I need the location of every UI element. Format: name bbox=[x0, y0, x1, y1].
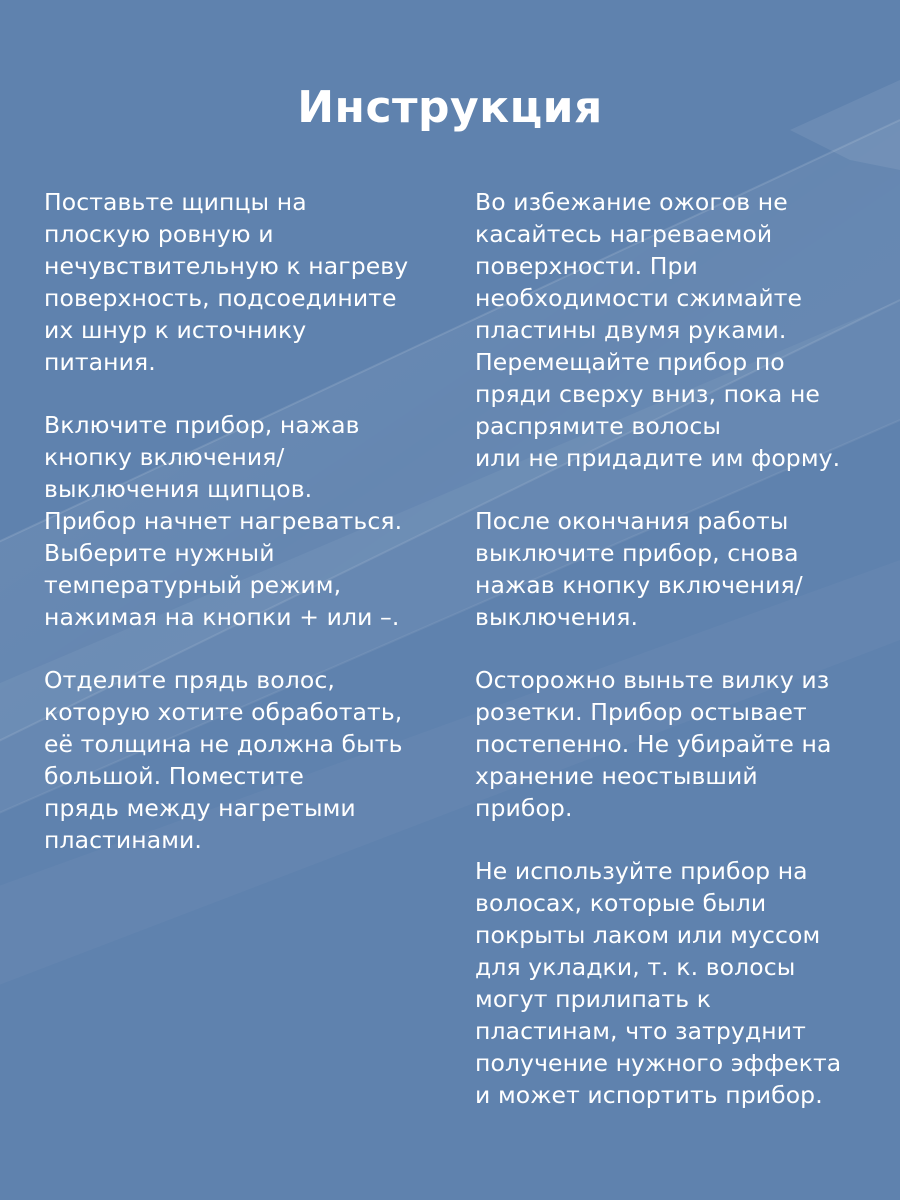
page-title: Инструкция bbox=[297, 82, 603, 133]
instructions-left-column bbox=[44, 186, 444, 887]
instruction-paragraph: Осторожно выньте вилку из розетки. Прибор остывает постепенно. Не убирайте на хранение неостывший прибор. bbox=[475, 666, 832, 822]
instruction-paragraph: Поставьте щипцы на плоскую ровную и нечувствительную к нагреву поверхность, подсоедините их шнур к источнику питания. bbox=[44, 188, 409, 376]
instruction-paragraph: Во избежание ожогов не касайтесь нагреваемой поверхности. При необходимости сжимайте пластины двумя руками. Перемещайте прибор по пряди сверху вниз, пока не распрямите волосы или не придадите им форму. bbox=[475, 188, 841, 472]
instructions-right-column bbox=[475, 186, 875, 1142]
instruction-paragraph: Не используйте прибор на волосах, которые были покрыты лаком или муссом для укладки, т. к. волосы могут прилипать к пластинам, что затруднит получение нужного эффекта и может испортить прибор. bbox=[475, 857, 842, 1109]
instruction-paragraph: Отделите прядь волос, которую хотите обработать, её толщина не должна быть большой. Поместите прядь между нагретыми пластинами. bbox=[44, 666, 403, 854]
instruction-paragraph: Включите прибор, нажав кнопку включения/ выключения щипцов. Прибор начнет нагреваться. Выберите нужный температурный режим, нажимая на кнопки + или –. bbox=[44, 411, 403, 631]
instruction-paragraph: После окончания работы выключите прибор, снова нажав кнопку включения/ выключения. bbox=[475, 507, 803, 631]
